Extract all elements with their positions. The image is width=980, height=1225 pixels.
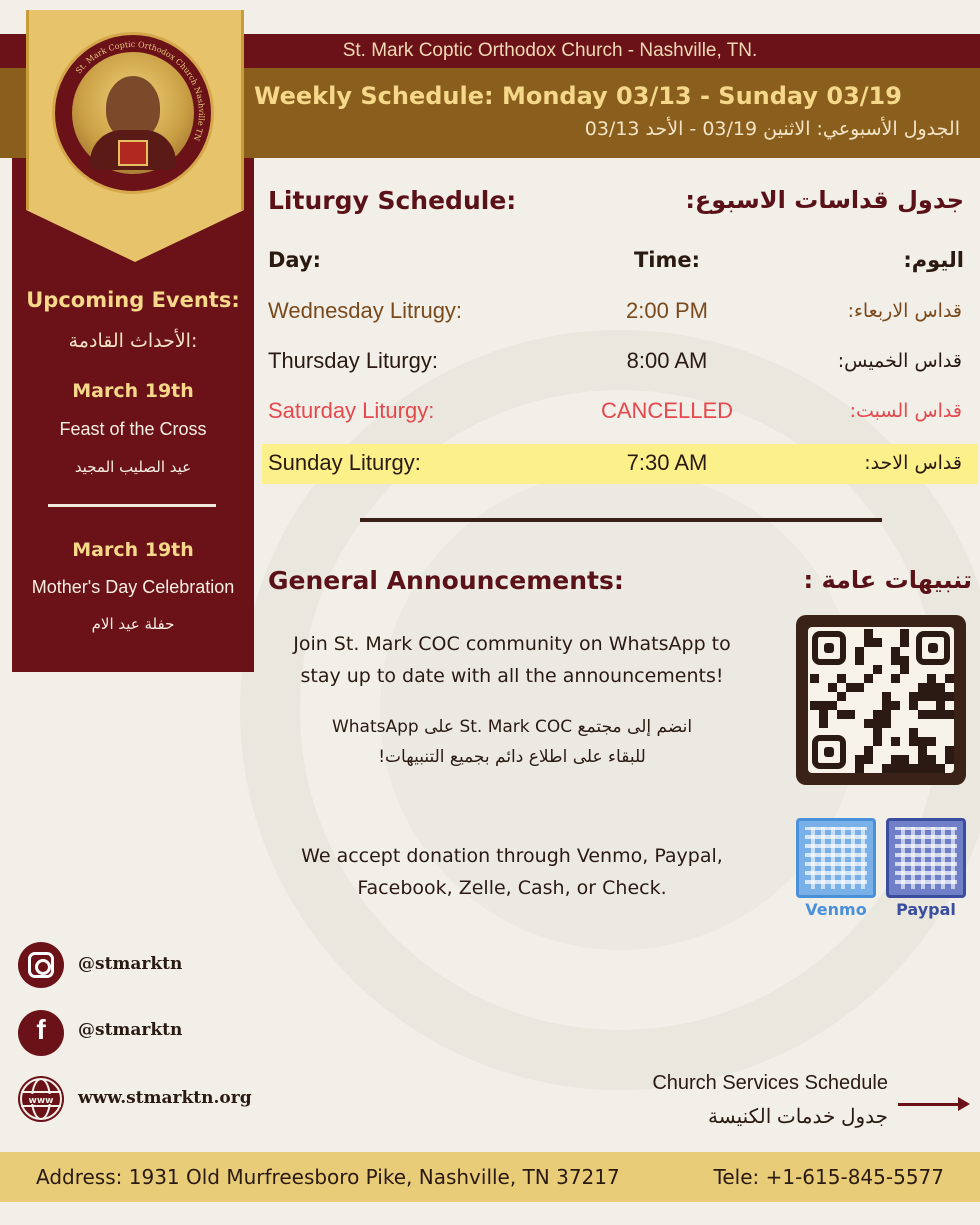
svg-text:www: www <box>28 1096 54 1106</box>
qr-finder <box>812 735 846 769</box>
qr-pattern <box>808 627 954 773</box>
qr-module <box>864 638 873 647</box>
services-schedule-label[interactable]: Church Services Schedule <box>652 1072 888 1094</box>
qr-module <box>882 701 891 710</box>
qr-module <box>837 674 846 683</box>
qr-module <box>864 746 873 755</box>
qr-module <box>810 674 819 683</box>
event-name: Feast of the Cross <box>59 419 207 439</box>
liturgy-time: 7:30 AM <box>626 450 708 475</box>
qr-module <box>900 656 909 665</box>
qr-module <box>927 683 936 692</box>
qr-module <box>891 701 900 710</box>
qr-module <box>927 674 936 683</box>
liturgy-title-arabic: جدول قداسات الاسبوع: <box>685 186 964 214</box>
facebook-handle[interactable]: @stmarktn <box>78 1020 183 1040</box>
donation-text-line2: Facebook, Zelle, Cash, or Check. <box>357 877 667 899</box>
qr-module <box>846 683 855 692</box>
qr-module <box>927 692 936 701</box>
whatsapp-text-line1: Join St. Mark COC community on WhatsApp to <box>293 633 731 655</box>
qr-module <box>882 710 891 719</box>
qr-module <box>882 764 891 773</box>
whatsapp-text-arabic-line1: انضم إلى مجتمع St. Mark COC على WhatsApp <box>331 717 693 737</box>
qr-module <box>909 764 918 773</box>
qr-module <box>837 692 846 701</box>
qr-module <box>828 683 837 692</box>
liturgy-day: Sunday Liturgy: <box>268 450 421 475</box>
qr-module <box>873 728 882 737</box>
qr-module <box>855 755 864 764</box>
qr-module <box>900 755 909 764</box>
qr-module <box>891 737 900 746</box>
liturgy-day-arabic: قداس الخميس: <box>837 350 962 372</box>
instagram-icon[interactable] <box>18 942 64 988</box>
liturgy-day: Saturday Liturgy: <box>268 398 435 423</box>
qr-module <box>927 764 936 773</box>
qr-module <box>819 710 828 719</box>
qr-module <box>900 665 909 674</box>
liturgy-day: Thursday Liturgy: <box>268 348 438 373</box>
logo-banner-tip <box>26 210 244 262</box>
facebook-icon[interactable] <box>18 1010 64 1056</box>
qr-module <box>891 656 900 665</box>
column-day: Day: <box>268 248 322 272</box>
announcements-title: General Announcements: <box>268 566 624 595</box>
qr-module <box>873 719 882 728</box>
website-link[interactable]: www.stmarktn.org <box>78 1088 252 1108</box>
paypal-qr-code[interactable] <box>886 818 966 898</box>
qr-module <box>945 746 954 755</box>
venmo-qr-code[interactable] <box>796 818 876 898</box>
qr-module <box>900 764 909 773</box>
qr-module <box>891 674 900 683</box>
qr-module <box>873 737 882 746</box>
qr-module <box>891 647 900 656</box>
liturgy-row <box>262 342 978 382</box>
section-divider <box>360 518 882 522</box>
instagram-handle[interactable]: @stmarktn <box>78 954 183 974</box>
qr-pattern <box>895 827 957 889</box>
whatsapp-text-arabic-line2: للبقاء على اطلاع دائم بجميع التنبيهات! <box>378 747 646 767</box>
qr-module <box>936 710 945 719</box>
event-date: March 19th <box>72 380 194 402</box>
liturgy-time: CANCELLED <box>600 398 734 423</box>
qr-module <box>882 719 891 728</box>
qr-module <box>819 701 828 710</box>
qr-module <box>864 674 873 683</box>
qr-module <box>936 764 945 773</box>
venmo-label: Venmo <box>805 900 867 919</box>
whatsapp-qr-code[interactable] <box>796 615 966 785</box>
qr-finder <box>812 631 846 665</box>
liturgy-day-arabic: قداس الاحد: <box>864 452 962 474</box>
announcements-title-arabic: تنبيهات عامة : <box>803 566 972 594</box>
qr-module <box>918 737 927 746</box>
liturgy-title: Liturgy Schedule: <box>268 186 517 215</box>
services-schedule-label-arabic[interactable]: جدول خدمات الكنيسة <box>708 1106 888 1128</box>
qr-module <box>855 764 864 773</box>
qr-module <box>846 710 855 719</box>
column-day-arabic: اليوم: <box>903 248 964 272</box>
qr-pattern <box>805 827 867 889</box>
qr-module <box>837 710 846 719</box>
qr-module <box>819 719 828 728</box>
footer-phone: Tele: +1-615-845-5577 <box>713 1165 944 1189</box>
qr-module <box>936 701 945 710</box>
qr-module <box>918 710 927 719</box>
qr-module <box>909 728 918 737</box>
schedule-title-arabic: الجدول الأسبوعي: الاثنين 03/19 - الأحد 03/13 <box>584 118 960 140</box>
liturgy-time: 8:00 AM <box>626 348 708 373</box>
qr-module <box>945 710 954 719</box>
qr-module <box>828 701 837 710</box>
arrow-head-icon[interactable] <box>958 1097 970 1111</box>
gospel-book-icon <box>118 140 148 166</box>
qr-module <box>909 701 918 710</box>
qr-module <box>927 737 936 746</box>
qr-module <box>918 764 927 773</box>
church-name: St. Mark Coptic Orthodox Church - Nashville, TN. <box>342 40 758 61</box>
liturgy-row <box>262 392 978 432</box>
qr-module <box>891 764 900 773</box>
globe-icon[interactable] <box>18 1076 64 1122</box>
column-time: Time: <box>633 248 701 272</box>
qr-module <box>945 755 954 764</box>
svg-text:St. Mark Coptic Orthodox Churc: St. Mark Coptic Orthodox Church Nashville TN <box>74 39 207 142</box>
arrow-right-icon[interactable] <box>898 1103 962 1106</box>
qr-module <box>855 647 864 656</box>
qr-module <box>918 746 927 755</box>
qr-module <box>927 755 936 764</box>
facebook-glyph: f <box>36 1014 46 1045</box>
liturgy-row <box>262 292 978 332</box>
qr-module <box>855 683 864 692</box>
footer-address: Address: 1931 Old Murfreesboro Pike, Nashville, TN 37217 <box>36 1165 620 1189</box>
qr-module <box>918 683 927 692</box>
instagram-glyph <box>28 952 54 978</box>
qr-module <box>891 755 900 764</box>
globe-glyph <box>18 1076 64 1122</box>
liturgy-day-arabic: قداس الاربعاء: <box>847 300 962 322</box>
qr-module <box>864 719 873 728</box>
qr-module <box>927 710 936 719</box>
qr-module <box>900 629 909 638</box>
donation-text-line1: We accept donation through Venmo, Paypal, <box>301 845 723 867</box>
schedule-title: Weekly Schedule: Monday 03/13 - Sunday 03/19 <box>254 82 902 110</box>
qr-module <box>918 755 927 764</box>
upcoming-events-heading-arabic: الأحداث القادمة: <box>68 330 198 352</box>
qr-module <box>945 674 954 683</box>
qr-module <box>855 656 864 665</box>
event-date: March 19th <box>72 539 194 561</box>
events-divider <box>48 504 216 507</box>
liturgy-time: 2:00 PM <box>626 298 708 323</box>
event-name-arabic: عيد الصليب المجيد <box>74 458 192 476</box>
whatsapp-text-line2: stay up to date with all the announcements! <box>300 665 724 687</box>
upcoming-events-heading: Upcoming Events: <box>26 288 240 312</box>
qr-module <box>810 701 819 710</box>
qr-module <box>873 710 882 719</box>
qr-module <box>900 638 909 647</box>
qr-module <box>909 737 918 746</box>
qr-module <box>918 692 927 701</box>
liturgy-row <box>262 444 978 484</box>
qr-module <box>873 638 882 647</box>
liturgy-day-arabic: قداس السبت: <box>849 400 962 422</box>
event-name: Mother's Day Celebration <box>31 577 235 597</box>
event-name-arabic: حفلة عيد الام <box>91 615 175 633</box>
qr-module <box>864 755 873 764</box>
qr-module <box>873 665 882 674</box>
qr-module <box>936 683 945 692</box>
qr-module <box>882 692 891 701</box>
qr-module <box>909 692 918 701</box>
qr-module <box>936 692 945 701</box>
paypal-label: Paypal <box>896 900 956 919</box>
liturgy-day: Wednesday Litrugy: <box>268 298 463 323</box>
qr-module <box>864 629 873 638</box>
qr-finder <box>916 631 950 665</box>
qr-module <box>945 692 954 701</box>
